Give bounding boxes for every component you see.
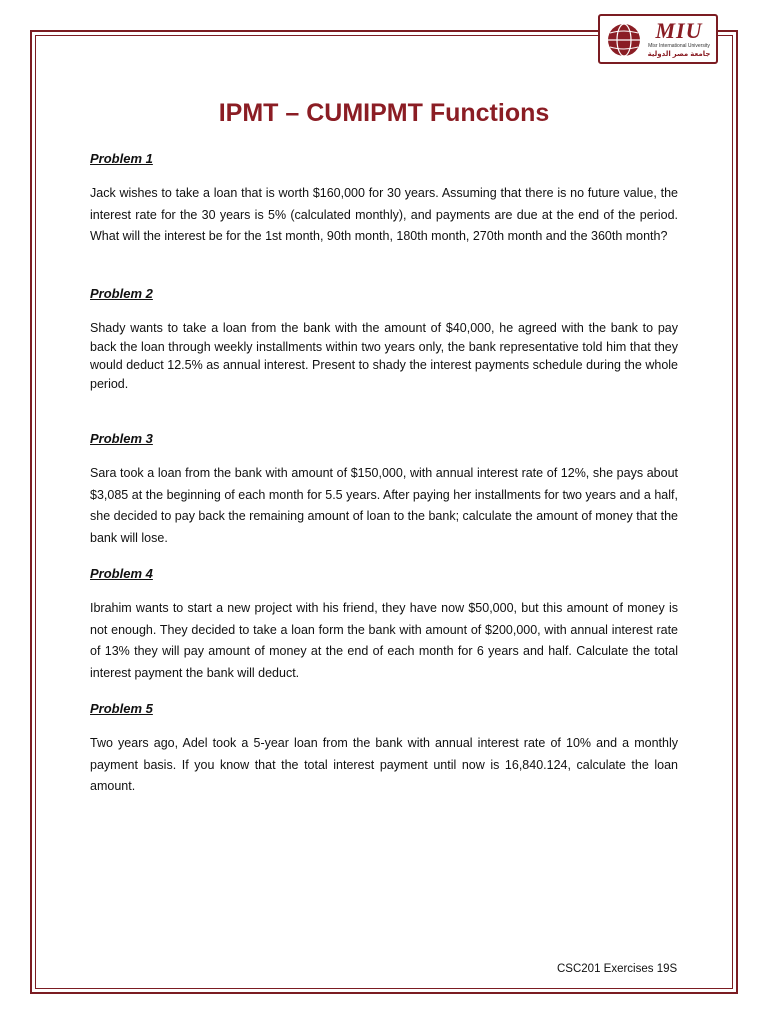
- logo-wordmark: MIU: [655, 18, 703, 43]
- globe-icon: [604, 21, 644, 59]
- problem-5-heading: Problem 5: [90, 701, 153, 716]
- university-logo: [598, 14, 718, 64]
- page-title: IPMT – CUMIPMT Functions: [218, 99, 550, 127]
- logo-arabic-name: جامعة مصر الدولية: [647, 51, 711, 58]
- problem-5-text: Two years ago, Adel took a 5-year loan from the bank with annual interest rate of 10% and a monthly payment basis. If you know that the total interest payment until now is 16,840.124, calculate the loan amount.: [90, 736, 678, 794]
- logo-subtitle: Misr International University: [648, 43, 710, 49]
- problem-1-heading: Problem 1: [90, 151, 153, 166]
- problem-3-text: Sara took a loan from the bank with amount of $150,000, with annual interest rate of 12%, she pays about $3,085 at the beginning of each month for 5.5 years. After paying her installments for two years and a half, she decided to pay back the remaining amount of loan to the bank; calculate the amount of money that the bank will lose.: [90, 466, 678, 546]
- problem-4-text: Ibrahim wants to start a new project with his friend, they have now $50,000, but this amount of money is not enough. They decided to take a loan form the bank with amount of $200,000, with annual interest rate of 13% they will pay amount of money at the end of each month for 6 years and half. Calculate the total interest payment the bank will deduct.: [90, 601, 678, 681]
- problem-2-text: Shady wants to take a loan from the bank with the amount of $40,000, he agreed with the bank to pay back the loan through weekly installments within two years only, the bank representative told him that they would deduct 12.5% as annual interest. Present to shady the interest payments schedule during the whole period.: [90, 321, 678, 391]
- page-footer: CSC201 Exercises 19S: [557, 963, 678, 975]
- problem-1-text: Jack wishes to take a loan that is worth $160,000 for 30 years. Assuming that there is no future value, the interest rate for the 30 years is 5% (calculated monthly), and payments are due at the end of the period. What will the interest be for the 1st month, 90th month, 180th month, 270th month and the 360th month?: [90, 186, 678, 244]
- problem-2-heading: Problem 2: [90, 286, 153, 301]
- problem-4-heading: Problem 4: [90, 566, 153, 581]
- problem-3-heading: Problem 3: [90, 431, 153, 446]
